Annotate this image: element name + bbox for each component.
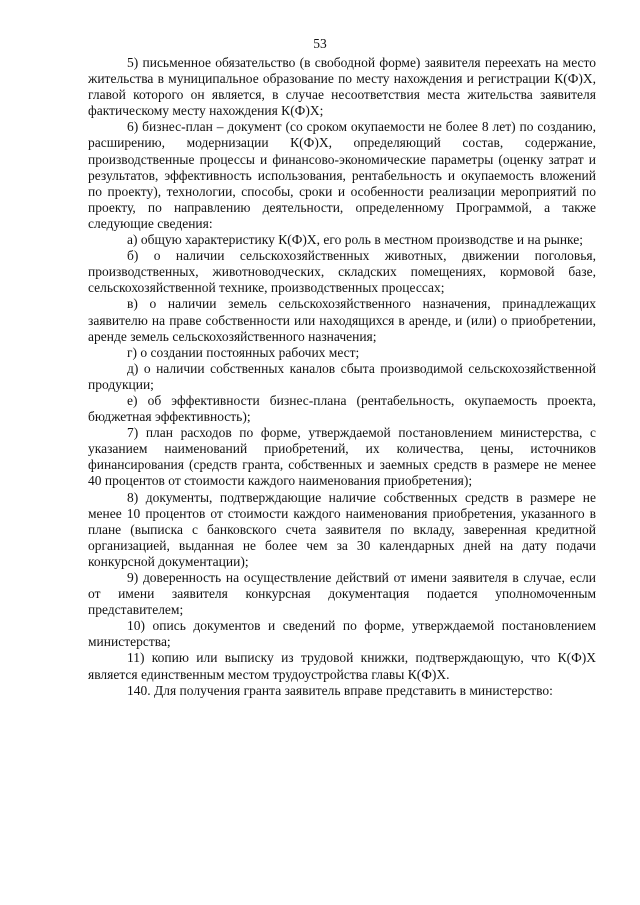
- paragraph-item-11: 11) копию или выписку из трудовой книжки, подтверждающую, что К(Ф)Х является единственным местом трудоустройства главы К(Ф)Х.: [88, 650, 596, 682]
- paragraph-subitem-d: д) о наличии собственных каналов сбыта производимой сельскохозяйственной продукции;: [88, 360, 596, 392]
- paragraph-subitem-g: г) о создании постоянных рабочих мест;: [127, 344, 360, 360]
- document-body: [88, 55, 596, 699]
- paragraph-subitem-b: б) о наличии сельскохозяйственных животных, движении поголовья, производственных, животноводческих, складских помещениях, кормовой базе, сельскохозяйственной технике, производственных процессах;: [88, 248, 596, 296]
- page-number: 53: [313, 36, 327, 51]
- paragraph-item-5: 5) письменное обязательство (в свободной форме) заявителя переехать на место жительства в муниципальное образование по месту нахождения и регистрации К(Ф)Х, главой которого он является, в случае несоответствия места жительства заявителя фактическому месту нахождения К(Ф)Х;: [88, 55, 596, 119]
- paragraph-item-8: 8) документы, подтверждающие наличие собственных средств в размере не менее 10 процентов от стоимости каждого наименования приобретения, указанного в плане (выписка с банковского счета заявителя по вкладу, заверенная кредитной организацией, выданная не более чем за 30 календарных дней на дату подачи конкурсной документации);: [88, 489, 596, 569]
- paragraph-item-10: 10) опись документов и сведений по форме, утверждаемой постановлением министерства;: [88, 618, 596, 650]
- paragraph-item-6: 6) бизнес-план – документ (со сроком окупаемости не более 8 лет) по созданию, расширению, модернизации К(Ф)Х, определяющий состав, содержание, производственные процессы и финансово-экономические параметры (оценку затрат и результатов, эффективность использования, рентабельность и окупаемость вложений по проекту), технологии, способы, сроки и особенности реализации мероприятий по проекту, по направлению деятельности, определенному Программой, а также следующие сведения:: [88, 119, 596, 231]
- paragraph-subitem-e: е) об эффективности бизнес-плана (рентабельность, окупаемость проекта, бюджетная эффективность);: [88, 392, 596, 425]
- paragraph-item-7: 7) план расходов по форме, утверждаемой постановлением министерства, с указанием наименований приобретений, их количества, цены, источников финансирования (средств гранта, собственных и заемных средств в размере не менее 40 процентов от стоимости каждого наименования приобретения);: [88, 425, 596, 489]
- paragraph-subitem-a: а) общую характеристику К(Ф)Х, его роль в местном производстве и на рынке;: [127, 232, 584, 248]
- paragraph-item-9: 9) доверенность на осуществление действий от имени заявителя в случае, если от имени заявителя конкурсная документация подается уполномоченным представителем;: [88, 570, 596, 618]
- paragraph-section-140: 140. Для получения гранта заявитель вправе представить в министерство:: [127, 682, 553, 698]
- paragraph-subitem-v: в) о наличии земель сельскохозяйственного назначения, принадлежащих заявителю на праве собственности или находящихся в аренде, и (или) о приобретении, аренде земель сельскохозяйственного назначения;: [88, 296, 596, 344]
